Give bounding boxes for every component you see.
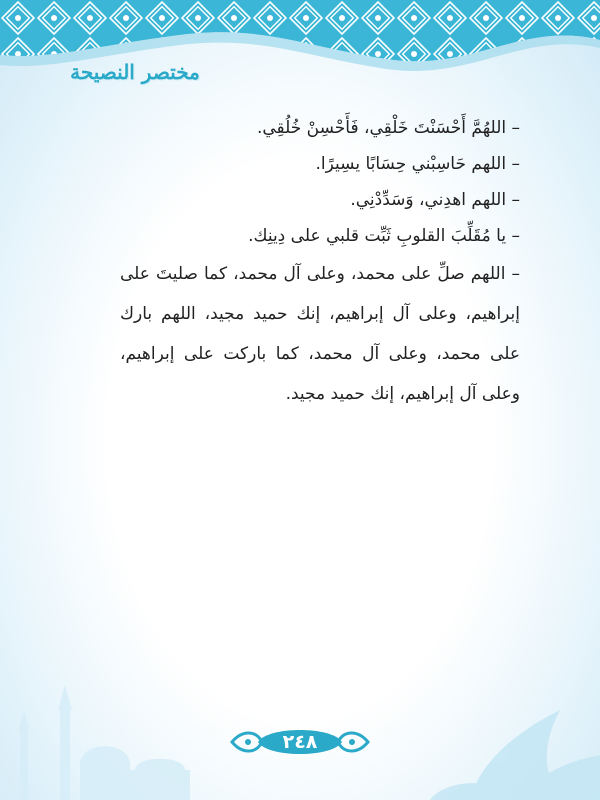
book-title-logo: مختصر النصيحة <box>70 60 200 84</box>
page-number: ٢٤٨ <box>282 731 318 753</box>
main-text <box>120 110 520 414</box>
salawat-paragraph: – اللهم صلِّ على محمد، وعلى آل محمد، كما صليتَ على إبراهيم، وعلى آل إبراهيم، إنك حميد مجيد، اللهم بارك على محمد، وعلى آل محمد، كما باركت على إبراهيم، وعلى آل إبراهيم، إنك حميد مجيد. <box>120 264 520 404</box>
page-number-ornament <box>228 722 372 762</box>
dua-line-3: – اللهم اهدِني، وَسَدِّدْنِي. <box>350 190 520 210</box>
dua-line-2: – اللهم حَاسِبْني حِسَابًا يسِيرًا. <box>315 154 520 174</box>
dua-line-4: – يا مُقَلِّبَ القلوبِ ثَبِّت قلبي على دِينِك. <box>248 226 520 246</box>
dua-line-1: – اللهُمَّ أَحْسَنْتَ خَلْقِي، فَأَحْسِنْ خُلُقِي. <box>256 118 520 138</box>
